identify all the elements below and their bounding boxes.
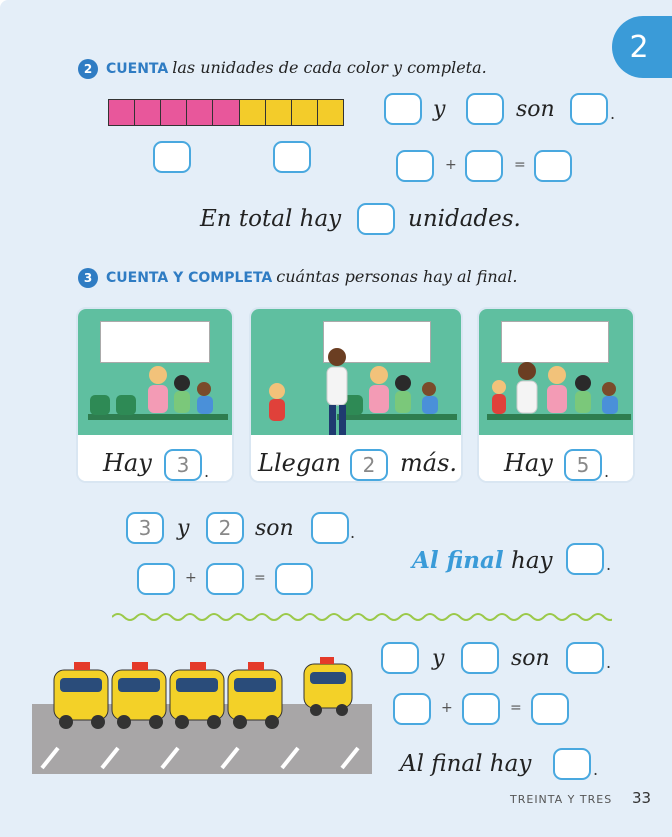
ex2-total-prefix: En total hay	[200, 206, 342, 232]
ex2-addend-b-box[interactable]	[466, 93, 504, 125]
ex3-addend-a-box[interactable]: 3	[126, 512, 164, 544]
unit-cell	[109, 100, 135, 125]
amb-equation-result-box[interactable]	[531, 693, 569, 725]
final-people-illustration	[479, 309, 635, 439]
exercise-2-keyword: CUENTA	[106, 61, 169, 77]
ex3-final-label	[412, 547, 553, 574]
amb-equation-a-box[interactable]	[393, 693, 431, 725]
ex2-addend-a-box[interactable]	[384, 93, 422, 125]
panel-3-suffix: .	[604, 462, 610, 481]
exercise-3-title	[106, 267, 517, 286]
ex2-result-box[interactable]	[570, 93, 608, 125]
amb-period: .	[606, 653, 612, 672]
ex3-result-box[interactable]	[311, 512, 349, 544]
amb-addend-a-box[interactable]	[381, 642, 419, 674]
amb-result-box[interactable]	[566, 642, 604, 674]
panel-3-prefix: Hay	[504, 449, 553, 477]
exercise-2-instruction: las unidades de cada color y completa.	[172, 58, 487, 77]
waiting-room-scene-1	[78, 309, 232, 439]
ambulance-icon	[170, 662, 224, 729]
unit-cell	[161, 100, 187, 125]
ambulance-icon	[54, 662, 108, 729]
chapter-badge: 2	[612, 16, 672, 78]
panel-1-value-box[interactable]: 3	[164, 449, 202, 481]
unit-bar	[108, 99, 344, 126]
page-number-words: TREINTA Y TRES	[510, 793, 613, 806]
amb-addend-b-box[interactable]	[461, 642, 499, 674]
exercise-3-keyword: CUENTA Y COMPLETA	[106, 270, 273, 286]
pink-count-box[interactable]	[153, 141, 191, 173]
unit-cell	[240, 100, 266, 125]
ex3-period: .	[350, 523, 356, 542]
unit-cell	[292, 100, 318, 125]
yellow-count-box[interactable]	[273, 141, 311, 173]
amb-plus-sign: +	[441, 700, 453, 716]
amb-y-word: y	[432, 646, 445, 671]
ex3-final-rest: hay	[511, 548, 553, 574]
ex3-final-bold: Al final	[412, 547, 504, 574]
unit-cell	[135, 100, 161, 125]
exercise-2-title	[106, 58, 487, 77]
seated-people-illustration	[78, 309, 234, 439]
scene-panel-1	[76, 307, 234, 483]
amb-final-label: Al final hay	[400, 751, 532, 777]
ex2-equation-a-box[interactable]	[396, 150, 434, 182]
panel-1-suffix: .	[204, 462, 210, 481]
ex3-addend-b-box[interactable]: 2	[206, 512, 244, 544]
waiting-room-scene-2	[251, 309, 461, 439]
panel-2-value-box[interactable]: 2	[350, 449, 388, 481]
panel-2-prefix: Llegan	[258, 449, 341, 477]
ex2-equation-result-box[interactable]	[534, 150, 572, 182]
panel-1-prefix: Hay	[103, 449, 152, 477]
ex3-final-box[interactable]	[566, 543, 604, 575]
ambulances-illustration	[32, 656, 372, 774]
waiting-room-scene-3	[479, 309, 633, 439]
amb-equals-sign: =	[510, 700, 522, 716]
ex2-equals-sign: =	[514, 157, 526, 173]
ambulance-icon	[304, 657, 352, 716]
ex2-equation-b-box[interactable]	[465, 150, 503, 182]
amb-equation-b-box[interactable]	[462, 693, 500, 725]
ex2-period: .	[610, 104, 616, 123]
ex3-equals-sign: =	[254, 570, 266, 586]
ex3-equation-b-box[interactable]	[206, 563, 244, 595]
exercise-2-number: 2	[78, 59, 98, 79]
amb-final-period: .	[593, 760, 599, 779]
unit-cell	[266, 100, 292, 125]
ex3-equation-a-box[interactable]	[137, 563, 175, 595]
ex3-y-word: y	[177, 516, 190, 541]
ambulance-icon	[112, 662, 166, 729]
amb-son-word: son	[511, 646, 550, 671]
ex3-son-word: son	[255, 516, 294, 541]
page-number: 33	[632, 789, 652, 807]
arriving-people-illustration	[251, 309, 463, 439]
ex3-plus-sign: +	[185, 570, 197, 586]
unit-cell	[187, 100, 213, 125]
exercise-3-number: 3	[78, 268, 98, 288]
ex2-total-box[interactable]	[357, 203, 395, 235]
ambulance-icon	[228, 662, 282, 729]
panel-2-suffix: más.	[400, 449, 458, 477]
ex3-equation-result-box[interactable]	[275, 563, 313, 595]
panel-3-value-box[interactable]: 5	[564, 449, 602, 481]
ex2-son-word: son	[516, 97, 555, 122]
panel-3-caption	[479, 435, 633, 481]
ex2-y-word: y	[433, 97, 446, 122]
ex3-final-period: .	[606, 555, 612, 574]
ex2-total-suffix: unidades.	[408, 206, 521, 232]
exercise-3-instruction: cuántas personas hay al final.	[276, 267, 518, 286]
scene-panel-3	[477, 307, 635, 483]
unit-cell	[213, 100, 239, 125]
wavy-divider	[112, 610, 612, 624]
amb-final-box[interactable]	[553, 748, 591, 780]
unit-cell	[318, 100, 343, 125]
ex2-plus-sign: +	[445, 157, 457, 173]
